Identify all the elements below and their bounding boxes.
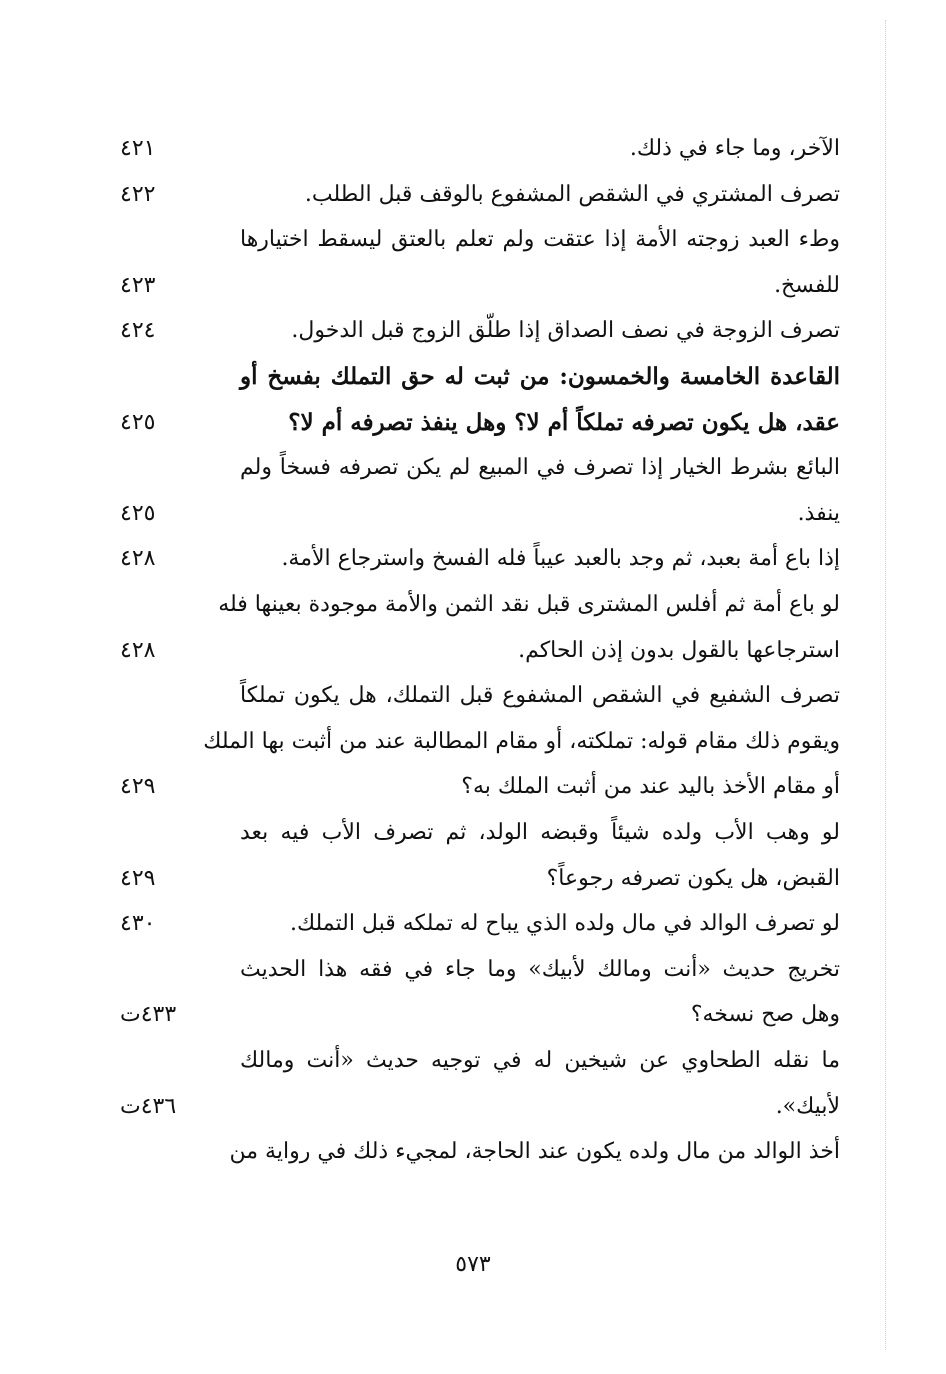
index-entry (120, 491, 840, 537)
page-number: ٥٧٣ (455, 1252, 491, 1277)
entry-page-number: ٤٣٠ (120, 911, 156, 937)
entry-text: تصرف المشتري في الشقص المشفوع بالوقف قبل الطلب. (304, 181, 840, 207)
entry-text: ويقوم ذلك مقام قوله: تملكته، أو مقام المطالبة عند من أثبت بها الملك (203, 728, 840, 754)
entry-text: القاعدة الخامسة والخمسون: من ثبت له حق التملك بفسخ أو (240, 363, 840, 390)
entry-text: أخذ الوالد من مال ولده يكون عند الحاجة، لمجيء ذلك في رواية من (229, 1139, 840, 1165)
index-entry (120, 126, 840, 172)
entry-page-number: ٤٢٥ (120, 500, 156, 526)
entry-text: عقد، هل يكون تصرفه تملكاً أم لا؟ وهل ينفذ تصرفه أم لا؟ (288, 408, 840, 436)
index-entry (120, 217, 840, 263)
index-entry (120, 1129, 840, 1175)
index-entry (120, 856, 840, 902)
entry-text: وطء العبد زوجته الأمة إذا عتقت ولم تعلم بالعتق ليسقط اختيارها (240, 227, 840, 253)
entry-text: لو وهب الأب ولده شيئاً وقبضه الولد، ثم تصرف الأب فيه بعد (240, 820, 840, 845)
index-entry (120, 172, 840, 218)
entry-text: تصرف الشفيع في الشقص المشفوع قبل التملك، هل يكون تملكاً (240, 683, 840, 709)
index-entry (120, 536, 840, 582)
entry-text: تصرف الزوجة في نصف الصداق إذا طلّق الزوج قبل الدخول. (291, 318, 840, 344)
entry-text: لو باع أمة ثم أفلس المشترى قبل نقد الثمن والأمة موجودة بعينها فله (218, 592, 840, 617)
entry-page-number: ٤٣٦ت (120, 1093, 177, 1119)
scan-edge-line (884, 20, 886, 1350)
index-entry (120, 400, 840, 446)
index-entry (120, 354, 840, 400)
entry-text: لو تصرف الوالد في مال ولده الذي يباح له تملكه قبل التملك. (289, 911, 840, 937)
index-entry (120, 1038, 840, 1084)
entry-page-number: ٤٢١ (120, 136, 156, 161)
entry-page-number: ٤٢٤ (120, 318, 156, 344)
entry-page-number: ٤٣٣ت (120, 1002, 177, 1028)
index-entry (120, 263, 840, 309)
index-entry (120, 810, 840, 856)
entry-text: البائع بشرط الخيار إذا تصرف في المبيع لم يكن تصرفه فسخاً ولم (240, 455, 840, 481)
entry-text: لأبيك». (775, 1093, 840, 1119)
entry-text: القبض، هل يكون تصرفه رجوعاً؟ (546, 865, 840, 891)
entry-text: الآخر، وما جاء في ذلك. (629, 136, 840, 161)
entry-text: تخريج حديث «أنت ومالك لأبيك» وما جاء في فقه هذا الحديث (240, 956, 840, 982)
entry-page-number: ٤٢٥ (120, 409, 156, 435)
entry-page-number: ٤٢٨ (120, 637, 156, 663)
entry-text: ما نقله الطحاوي عن شيخين له في توجيه حديث «أنت ومالك (240, 1048, 840, 1073)
entry-page-number: ٤٢٨ (120, 546, 156, 572)
entry-text: وهل صح نسخه؟ (690, 1002, 840, 1028)
entry-text: ينفذ. (797, 500, 840, 526)
entry-text: إذا باع أمة بعبد، ثم وجد بالعبد عيباً فله الفسخ واسترجاع الأمة. (281, 546, 840, 572)
entry-text: استرجاعها بالقول بدون إذن الحاكم. (518, 637, 840, 663)
entry-text: أو مقام الأخذ باليد عند من أثبت الملك به؟ (461, 774, 840, 800)
index-entry (120, 308, 840, 354)
index-entry (120, 719, 840, 765)
index-entry (120, 992, 840, 1038)
entry-page-number: ٤٢٣ (120, 272, 156, 298)
index-entry (120, 764, 840, 810)
index-entry (120, 582, 840, 628)
index-entry (120, 445, 840, 491)
index-entry (120, 673, 840, 719)
entry-page-number: ٤٢٩ (120, 865, 156, 891)
index-entry (120, 1084, 840, 1130)
index-entry (120, 628, 840, 674)
index-entry (120, 901, 840, 947)
index-entry (120, 947, 840, 993)
entry-page-number: ٤٢٢ (120, 181, 156, 207)
entry-text: للفسخ. (774, 272, 840, 298)
entry-page-number: ٤٢٩ (120, 774, 156, 800)
